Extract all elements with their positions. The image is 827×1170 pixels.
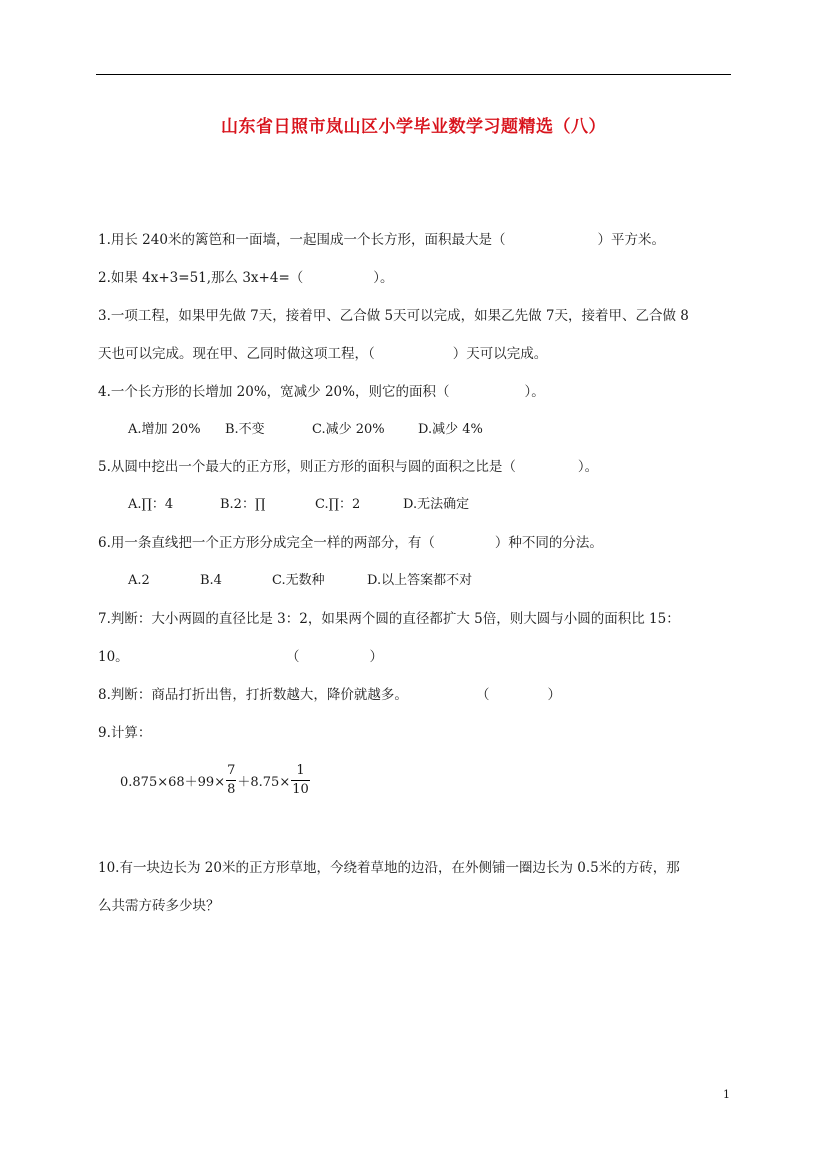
question-5-option-d: D.无法确定	[403, 497, 470, 512]
question-7-line-2	[98, 647, 129, 667]
question-5-suffix: ）。	[577, 459, 599, 475]
fraction-one-tenth	[291, 763, 310, 798]
question-5-text: 5.从圆中挖出一个最大的正方形，则正方形的面积与圆的面积之比是（	[98, 459, 516, 475]
question-4-option-b: B.不变	[225, 422, 265, 437]
question-2-text: 2.如果 4x+3=51,那么 3x+4=（	[98, 270, 304, 286]
question-4-option-d: D.减少 4%	[418, 422, 483, 437]
question-10-line-2: 么共需方砖多少块？	[98, 898, 220, 914]
question-8	[98, 685, 408, 705]
question-2-suffix: ）。	[373, 270, 394, 286]
paren-close: ）	[547, 687, 561, 703]
question-3-suffix: ）天可以完成。	[452, 346, 548, 362]
question-3-text: 天也可以完成。现在甲、乙同时做这项工程，（	[98, 346, 375, 362]
question-1-text: 1.用长 240米的篱笆和一面墙，一起围成一个长方形，面积最大是（	[98, 232, 506, 248]
question-3-line-1: 3.一项工程，如果甲先做 7天，接着甲、乙合做 5天可以完成，如果乙先做 7天，接着甲、乙合做 8	[98, 308, 689, 324]
question-4-suffix: ）。	[524, 384, 545, 400]
question-4-text: 4.一个长方形的长增加 20%，宽减少 20%，则它的面积（	[98, 384, 450, 400]
question-6	[98, 533, 603, 553]
question-9-expression	[120, 763, 311, 798]
question-6-option-c: C.无数种	[272, 573, 325, 588]
expression-part-1: 0.875×68＋99×	[120, 775, 226, 790]
paren-close: ）	[369, 649, 383, 665]
fraction-seven-eighths	[226, 763, 236, 798]
fraction-numerator: 7	[227, 763, 236, 778]
question-7-answer-paren	[286, 647, 383, 667]
question-6-option-a: A.2	[128, 573, 150, 588]
question-5-option-b: B.2：∏	[220, 497, 266, 512]
question-5-option-c: C.∏：2	[315, 497, 361, 512]
question-6-text: 6.用一条直线把一个正方形分成完全一样的两部分，有（	[98, 535, 435, 551]
question-3-line-2	[98, 344, 547, 364]
question-6-option-d: D.以上答案都不对	[367, 573, 473, 588]
paren-open: （	[476, 687, 490, 703]
question-8-text: 8.判断：商品打折出售，打折数越大，降价就越多。	[98, 687, 408, 703]
fraction-denominator: 8	[227, 782, 236, 797]
question-1	[98, 230, 665, 250]
question-6-suffix: ）种不同的分法。	[494, 535, 603, 551]
question-5	[98, 457, 598, 477]
question-8-answer-paren	[476, 685, 561, 705]
question-4-option-c: C.减少 20%	[312, 422, 385, 437]
fraction-denominator: 10	[292, 782, 309, 797]
header-rule	[96, 74, 731, 75]
page-title: 山东省日照市岚山区小学毕业数学习题精选（八）	[221, 117, 606, 137]
page-number: 1	[723, 1088, 730, 1101]
fraction-numerator: 1	[296, 763, 305, 778]
expression-part-2: ＋8.75×	[237, 775, 291, 790]
question-9-label: 9.计算：	[98, 725, 152, 741]
question-5-option-a: A.∏：4	[128, 497, 174, 512]
question-10-line-1: 10.有一块边长为 20米的正方形草地，今绕着草地的边沿，在外侧铺一圈边长为 0.5米的方砖，那	[98, 860, 680, 876]
question-7-text: 10。	[98, 649, 129, 665]
question-4-option-a: A.增加 20%	[128, 422, 201, 437]
question-4	[98, 382, 545, 402]
paren-open: （	[286, 649, 300, 665]
question-1-suffix: ）平方米。	[597, 232, 665, 248]
question-7-line-1: 7.判断：大小两圆的直径比是 3：2，如果两个圆的直径都扩大 5倍，则大圆与小圆的面积比 15：	[98, 611, 680, 627]
question-6-option-b: B.4	[200, 573, 222, 588]
question-2	[98, 268, 394, 288]
